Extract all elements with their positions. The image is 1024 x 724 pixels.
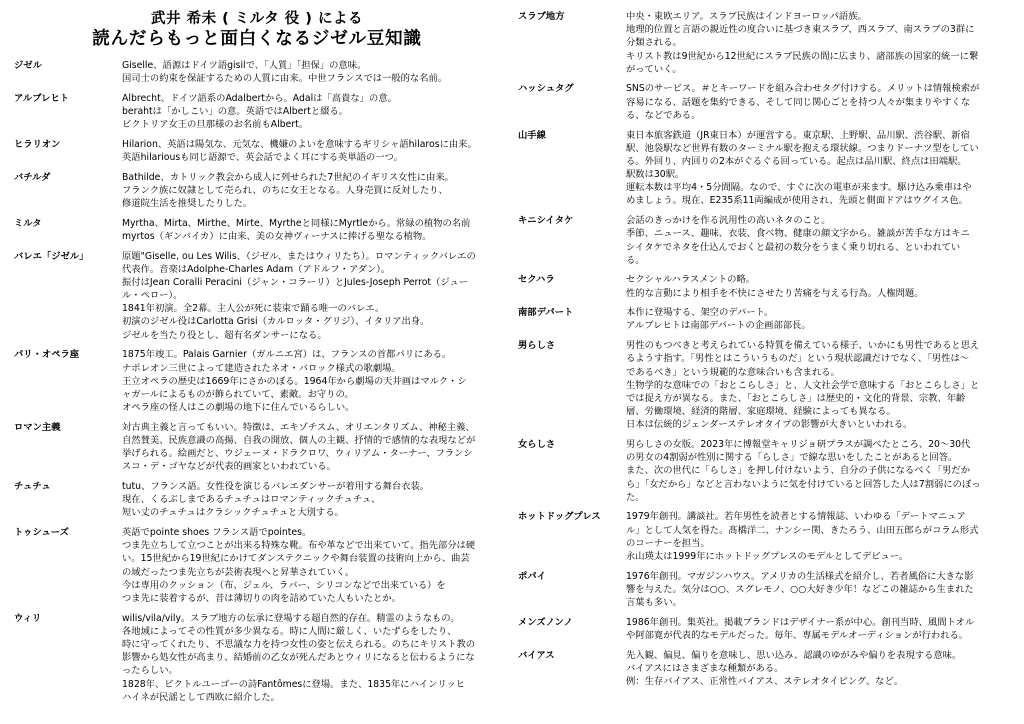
definition-line: 挙げられる。絵画だと、ウジェーヌ・ドラクロワ、ウィリアム・ターナー、フランシ (122, 448, 473, 460)
glossary-definition (626, 82, 1004, 122)
definition-line: 振付はJean Coralli Peracini（ジャン・コラーリ）とJules-Joseph Perrot（ジュー (122, 276, 469, 288)
definition-line: 運転本数は平均4・5分間隔。なので、すぐに次の電車が来ます。駆け込み乗車はや (626, 182, 972, 194)
definition-line: フランク族に奴隷として売られ、のちに女王となる。人身売買に反対したり、 (122, 184, 448, 196)
glossary-entry (518, 510, 1004, 563)
definition-line: 例：生存バイアス、正常性バイアス、ステレオタイピング、など。 (626, 675, 904, 687)
definition-line: オペラ座の怪人はこの劇場の地下に住んでいるらしい。 (122, 402, 355, 414)
glossary-term: パリ・オペラ座 (14, 349, 80, 361)
glossary-definition (122, 138, 500, 164)
definition-line: がっていく。 (626, 63, 682, 75)
definition-line: アルブレヒトは南部デパートの企画部部長。 (626, 320, 811, 332)
glossary-definition (626, 570, 1004, 610)
glossary-entry (14, 171, 500, 211)
definition-line: 生物学的な意味での「おとこらしさ」と、人文社会学で意味する「おとこらしさ」と (626, 379, 980, 391)
definition-line: Myrtha、Mirta、Mirthe、Mirte、Myrtheと同様にMyrtleから。常緑の植物の名前 (122, 217, 471, 229)
glossary-definition (122, 171, 500, 211)
glossary-entry (14, 250, 500, 342)
glossary-definition (626, 273, 1004, 299)
definition-line: 分類される。 (626, 37, 682, 49)
definition-line: SNSのサービス。＃とキーワードを組み合わせタグ付けする。メリットは情報検索が (626, 83, 980, 95)
definition-line: ル・ペロー）。 (122, 290, 183, 302)
definition-line: 各地域によってその性質が多少異なる。時に人間に厳しく、いたずらをしたり、 (122, 625, 457, 637)
definition-line: 初演のジゼル役はCarlotta Grisi（カルロッタ・グリジ）、イタリア出身。 (122, 316, 430, 328)
glossary-term: 男らしさ (518, 340, 556, 352)
definition-line: 国司士の約束を保証するための人質に由来。中世フランスでは一般的な名前。 (122, 72, 448, 84)
glossary-entry (14, 138, 500, 164)
right-entry-list (518, 10, 1004, 688)
glossary-term: ハッシュタグ (518, 83, 574, 95)
definition-line: 永山瑛太は1999年にホットドッグプレスのモデルとしてデビュー。 (626, 550, 909, 562)
definition-line: セクシャルハラスメントの略。 (626, 274, 756, 286)
definition-line: る。外回り、内回りの2本がぐるぐる回っている。起点は品川駅、終点は田端駅。 (626, 155, 967, 167)
definition-line: 1875年竣工。Palais Garnier（ガルニエ宮）は、フランスの首都パリにある。 (122, 349, 452, 361)
definition-line: 先入観、偏見、偏りを意味し、思い込み、認識のゆがみや偏りを表現する意味。 (626, 649, 962, 661)
glossary-entry (14, 612, 500, 704)
glossary-term: セクハラ (518, 274, 555, 286)
definition-line: るようす指す。「男性とはこういうものだ」という現状認識だけでなく、「男性は～ (626, 353, 970, 365)
glossary-entry (518, 438, 1004, 504)
definition-line: 原題"Giselle, ou Les Wilis、（ジゼル、またはウィリたち）。ロマンティックバレエの (122, 250, 476, 262)
definition-line: た。 (626, 491, 645, 503)
glossary-definition (122, 612, 500, 704)
definition-line: 駅、池袋駅など世界有数のターミナル駅を抱える環状線。つまりドーナツ型をしてい (626, 142, 979, 154)
definition-line: の域だったつま先立ちが芸術表現へと昇華されていく。 (122, 566, 355, 578)
definition-line: 本作に登場する、架空のデパート。 (626, 307, 774, 319)
glossary-term: ジゼル (14, 59, 42, 71)
glossary-definition (122, 421, 500, 474)
definition-line: tutu、フランス語。女性役を演じるバレエダンサーが着用する舞台衣装。 (122, 481, 430, 492)
definition-line: 英語でpointe shoes フランス語でpointes。 (122, 527, 312, 539)
glossary-entry (14, 59, 500, 85)
definition-line: 今は専用のクッション（布、ジェル、ラバー、シリコンなどで出来ている）を (122, 579, 446, 591)
glossary-definition (626, 649, 1004, 689)
definition-line: ジゼルを当たり役とし、超有名ダンサーになる。 (122, 329, 327, 341)
glossary-definition (626, 306, 1004, 332)
definition-line: 東日本旅客鉄道（JR東日本）が運営する。東京駅、上野駅、品川駅、渋谷駅、新宿 (626, 129, 970, 141)
glossary-term: アルブレヒト (14, 92, 70, 104)
definition-line: Hilarion、英語は陽気な、元気な、機嫌のよいを意味するギリシャ語hilarosに由来。 (122, 138, 477, 150)
definition-line: つま先立ちして立つことが出来る特殊な靴。布や革などで出来ていて、指先部分は硬 (122, 540, 476, 552)
definition-line: 対古典主義と言ってもいい。特徴は、エキゾチスム、オリエンタリズム、神秘主義、 (122, 421, 475, 433)
definition-line: Bathilde、カトリック教会から成人に列せられた7世紀のイギリス女性に由来。 (122, 171, 454, 183)
title-line-2: 読んだらもっと面白くなるジゼル豆知識 (92, 29, 422, 50)
definition-line: 言葉も多い。 (626, 597, 682, 608)
glossary-entry (14, 526, 500, 605)
definition-line: Albrecht、ドイツ語系のAdalbertから。Adalは「高貴な」の意。 (122, 92, 397, 104)
definition-line: 男らしさの女版。2023年に博報堂キャリジョ研プラスが調べたところ、20～30代 (626, 438, 971, 450)
left-entry-list (14, 59, 500, 704)
glossary-term: メンズノンノ (518, 616, 573, 628)
definition-line: 影響から処女性が高まり、結婚前の乙女が死んだあとウィリになると伝わるようにな (122, 652, 475, 664)
glossary-definition (626, 339, 1004, 431)
glossary-definition (122, 217, 500, 243)
glossary-entry (518, 129, 1004, 208)
definition-line: い。15世紀から19世紀にかけてダンステクニックや舞台装置の技術向上から、曲芸 (122, 553, 470, 565)
definition-line: や阿部寛が代表的なモデルだった。毎年、専属モデルオーディションが行われる。 (626, 629, 969, 641)
glossary-entry (14, 421, 500, 474)
glossary-definition (626, 214, 1004, 267)
glossary-entry (518, 649, 1004, 689)
definition-line: 自然賛美、民族意識の高揚、自我の開放、個人の主観、抒情的で感情的な表現などが (122, 434, 476, 446)
definition-line: ハイネが民謡として西欧に紹介した。 (122, 691, 280, 703)
glossary-entry (14, 480, 500, 520)
definition-line: では捉え方が異なる。また、「おとこらしさ」は歴史的・文化的背景、宗教、年齢 (626, 392, 966, 404)
definition-line: 中央・東欧エリア。スラブ民族はインドヨーロッパ語族。 (626, 11, 867, 22)
glossary-entry (518, 214, 1004, 267)
glossary-definition (122, 480, 500, 520)
definition-line: であるべき」という規範的な意味合いも含まれる。 (626, 366, 840, 378)
glossary-definition (626, 438, 1004, 504)
definition-line: のコーナーを担当。 (626, 537, 710, 549)
glossary-term: 女らしさ (518, 438, 556, 450)
glossary-entry (518, 273, 1004, 299)
definition-line: 会話のきっかけを作る汎用性の高いネタのこと。 (626, 215, 831, 227)
glossary-definition (122, 92, 500, 132)
definition-line: バイアスにはさまざまな種類がある。 (626, 662, 784, 674)
definition-line: 1979年創刊。講談社。若年男性を読者とする情報誌、いわゆる「デートマニュア (626, 511, 966, 523)
glossary-term: ヒラリオン (14, 138, 61, 150)
definition-line: ったらしい。 (122, 665, 178, 677)
definition-line: 1986年創刊。集英社。掲載ブランドはデザイナー系が中心。創刊当時、風間トオル (626, 616, 975, 628)
definition-line: 1841年初演。全2幕。主人公が死に装束で踊る唯一のバレエ。 (122, 303, 385, 315)
left-column (14, 10, 500, 716)
glossary-definition (122, 250, 500, 342)
glossary-term: ロマン主義 (14, 421, 61, 433)
glossary-entry (14, 348, 500, 414)
glossary-term: ホットドッグプレス (518, 511, 601, 523)
glossary-term: チュチュ (14, 481, 51, 492)
definition-line: 英語hilariousも同じ語源で、英会話でよく耳にする英単語の一つ。 (122, 151, 403, 163)
definition-line: myrtos（ギンバイカ）に由来、美の女神ヴィーナスに捧げる聖なる植物。 (122, 230, 432, 242)
definition-line: シイタケでネタを仕込んでおくと最初の数分をうまく乗り切れる、といわれてい (626, 241, 961, 253)
definition-line: 王立オペラの歴史は1669年にさかのぼる。1964年から劇場の天井画はマルク・シ (122, 375, 467, 387)
glossary-term: ウィリ (14, 612, 42, 624)
definition-line: 時に守ってくれたり、不思議な力を持つ女性の姿と伝えられる。のちにキリスト教の (122, 639, 476, 651)
definition-line: 季節、ニュース、趣味、衣装、食べ物、健康の顔文字から。雑談が苦手な方はキニ (626, 228, 970, 240)
glossary-entry (518, 82, 1004, 122)
definition-line: キリスト教は9世紀から12世紀にスラブ民族の間に広まり、諸部族の国家的統一に繋 (626, 50, 979, 62)
definition-line: Giselle、語源はドイツ語gisilで、「人質」「担保」の意味。 (122, 59, 367, 71)
glossary-definition (122, 59, 500, 85)
definition-line: スコ・デ・ゴヤなどが代表的画家といわれている。 (122, 461, 336, 473)
glossary-entry (518, 339, 1004, 431)
definition-line: 修道院生活を推奨したりした。 (122, 197, 253, 209)
definition-line: 駅数は30駅。 (626, 169, 685, 181)
definition-line: ビクトリア女王の旦那様のお名前もAlbert。 (122, 119, 309, 130)
glossary-term: 山手線 (518, 129, 546, 141)
definition-line: 代表作。音楽はAdolphe-Charles Adam（アドルフ・アダン）。 (122, 263, 391, 275)
page-title (14, 10, 500, 52)
glossary-definition (626, 510, 1004, 563)
glossary-definition (626, 616, 1004, 642)
glossary-term: 南部デパート (518, 307, 574, 319)
glossary-entry (14, 217, 500, 243)
definition-line: ナポレオン三世によって建造されたネオ・バロック様式の歌劇場。 (122, 362, 401, 374)
glossary-term: スラブ地方 (518, 11, 565, 22)
definition-line: berahtは「かしこい」の意。英語ではAlbertと綴る。 (122, 105, 349, 117)
definition-line: 現在、くるぶしまであるチュチュはロマンティックチュチュ、 (122, 494, 381, 506)
definition-line: 1828年、ビクトルユーゴーの詩Fantômesに登場。また、1835年にハインリッヒ (122, 678, 465, 690)
glossary-term: ミルタ (14, 217, 42, 229)
definition-line: 日本は伝統的ジェンダーステレオタイプの影響が大きいといわれる。 (626, 419, 913, 431)
definition-line: 短い丈のチュチュはクラシックチュチュと大別する。 (122, 507, 344, 519)
definition-line: ら」「女だから」などと言わないように気を付けていると回答した人は7割弱にのぼっ (626, 478, 981, 490)
glossary-term: バレエ「ジゼル」 (14, 250, 89, 262)
definition-line: また、次の世代に「らしさ」を押し付けないよう、自分の子供になるべく「男だか (626, 465, 970, 477)
definition-line: 容易になる、話題を集約できる、そして同じ関心ごとを持つ人々が集まりやすくな (626, 96, 970, 108)
glossary-term: ポパイ (518, 570, 546, 582)
definition-line: 地理的位置と言語の親近性の度合いに基づき東スラブ、西スラブ、南スラブの3群に (626, 24, 975, 36)
definition-line: wilis/vila/vily。スラブ地方の伝承に登場する超自然的存在。精霊のようなもの。 (122, 612, 460, 624)
glossary-term: バイアス (518, 649, 555, 661)
glossary-entry (518, 570, 1004, 610)
glossary-term: トゥシューズ (14, 527, 69, 539)
glossary-entry (518, 616, 1004, 642)
glossary-entry (518, 306, 1004, 332)
right-column (518, 10, 1004, 716)
glossary-term: キニシイタケ (518, 215, 574, 227)
definition-line: る、などである。 (626, 109, 701, 121)
definition-line: 1976年創刊。マガジンハウス。アメリカの生活様式を紹介し、若者風俗に大きな影 (626, 570, 974, 582)
definition-line: めましょう。現在、E235系11両編成が使用され、先頭と側面ドアはウグイス色。 (626, 195, 968, 207)
definition-line: ル」として人気を得た。髙橋洋二、ナンシー関、きたろう、山田五郎らがコラム形式 (626, 524, 979, 536)
glossary-definition (626, 129, 1004, 208)
definition-line: つま先に装着するが、昔は薄切りの肉を詰めていた人もいたとか。 (122, 593, 401, 604)
glossary-definition (122, 526, 500, 605)
glossary-definition (122, 348, 500, 414)
glossary-entry (518, 10, 1004, 76)
definition-line: 響を与えた。気分は○○、スグレモノ、○○大好き少年！などこの雑誌から生まれた (626, 583, 974, 595)
definition-line: 性的な言動により相手を不快にさせたり苦痛を与える行為。人権問題。 (626, 287, 924, 299)
glossary-term: バチルダ (14, 171, 51, 183)
glossary-entry (14, 92, 500, 132)
title-line-1: 武井 希未 ( ミルタ 役 ) による (151, 11, 363, 27)
glossary-definition (626, 10, 1004, 76)
definition-line: 層、労働環境、経済的階層、家庭環境、経験によっても異なる。 (626, 406, 896, 418)
definition-line: の男女の4割弱が性別に関する「らしさ」で線な思いをしたことがあると回答。 (626, 452, 958, 464)
definition-line: ャガールによるものが飾られていて、素敵。お守りの。 (122, 388, 354, 400)
definition-line: る。 (626, 254, 645, 266)
definition-line: 男性のもつべきと考えられている特質を備えている様子、いかにも男性であると思え (626, 340, 980, 352)
